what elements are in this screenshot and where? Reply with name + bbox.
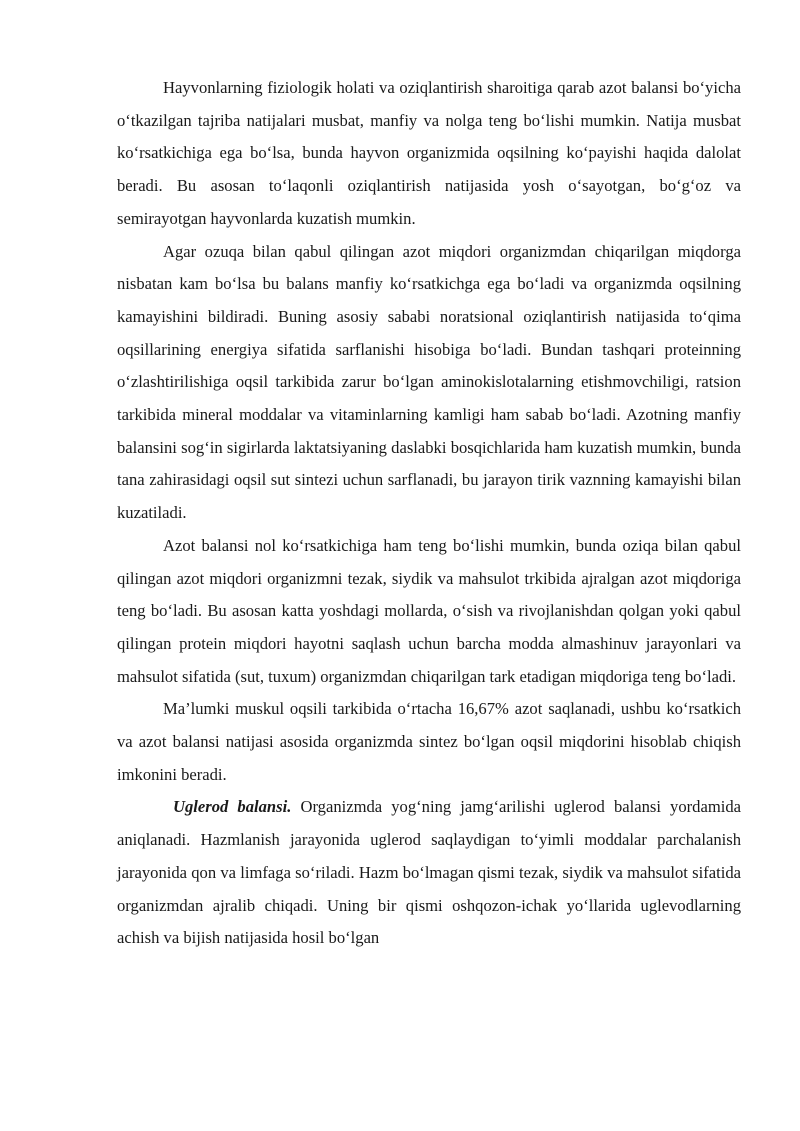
document-page [117, 72, 741, 955]
paragraph-nitrogen-balance-intro: Hayvonlarning fiziologik holati va oziqlantirish sharoitiga qarab azot balansi bo‘yicha o‘tkazilgan tajriba natijalari musbat, manfiy va nolga teng bo‘lishi mumkin. Natija musbat ko‘rsatkichiga ega bo‘lsa, bunda hayvon organizmida oqsilning ko‘payishi haqida dalolat beradi. Bu asosan to‘laqonli oziqlantirish natijasida yosh o‘sayotgan, bo‘g‘oz va semirayotgan hayvonlarda kuzatish mumkin. [117, 78, 741, 228]
paragraph-zero-balance: Azot balansi nol ko‘rsatkichiga ham teng bo‘lishi mumkin, bunda oziqa bilan qabul qilingan azot miqdori organizmni tezak, siydik va mahsulot trkibida ajralgan azot miqdoriga teng bo‘ladi. Bu asosan katta yoshdagi mollarda, o‘sish va rivojlanishdan qolgan yoki qabul qilingan protein miqdori hayotni saqlash uchun barcha modda almashinuv jarayonlari va mahsulot sifatida (sut, tuxum) organizmdan chiqarilgan tark etadigan miqdoriga teng bo‘ladi. [117, 535, 741, 686]
paragraph-carbon-balance [117, 791, 741, 955]
paragraph-negative-balance: Agar ozuqa bilan qabul qilingan azot miqdori organizmdan chiqarilgan miqdorga nisbatan kam bo‘lsa bu balans manfiy ko‘rsatkichga ega bo‘ladi va organizmda oqsilning kamayishini bildiradi. Buning asosiy sababi noratsional oziqlantirish natijasida to‘qima oqsillarining energiya sifatida sarflanishi hisobiga bo‘ladi. Bundan tashqari proteinning o‘zlashtirilishiga oqsil tarkibida zarur bo‘lgan aminokislotalarning etishmovchiligi, ratsion tarkibida mineral moddalar va vitaminlarning kamligi ham sabab bo‘ladi. Azotning manfiy balansini sog‘in sigirlarda laktatsiyaning daslabki bosqichlarida ham kuzatish mumkin, bunda tana zahirasidagi oqsil sut sintezi uchun sarflanadi, bu jarayon tirik vaznning kamayishi bilan kuzatiladi. [117, 241, 741, 523]
paragraph-muscle-protein: Ma’lumki muskul oqsili tarkibida o‘rtacha 16,67% azot saqlanadi, ushbu ko‘rsatkich va azot balansi natijasi asosida organizmda sintez bo‘lgan oqsil miqdorini hisoblab chiqish imkonini beradi. [117, 699, 741, 784]
carbon-balance-text: Organizmda yog‘ning jamg‘arilishi uglerod balansi yordamida aniqlanadi. Hazmlanish jarayonida uglerod saqlaydigan to‘yimli moddalar parchalanish jarayonida qon va limfaga so‘riladi. Hazm bo‘lmagan qismi tezak, siydik va mahsulot sifatida organizmdan ajralib chiqadi. Uning bir qismi oshqozon-ichak yo‘llarida uglevodlarning achish va bijish natijasida hosil bo‘lgan [117, 797, 742, 948]
section-term-carbon-balance: Uglerod balansi. [173, 797, 292, 817]
